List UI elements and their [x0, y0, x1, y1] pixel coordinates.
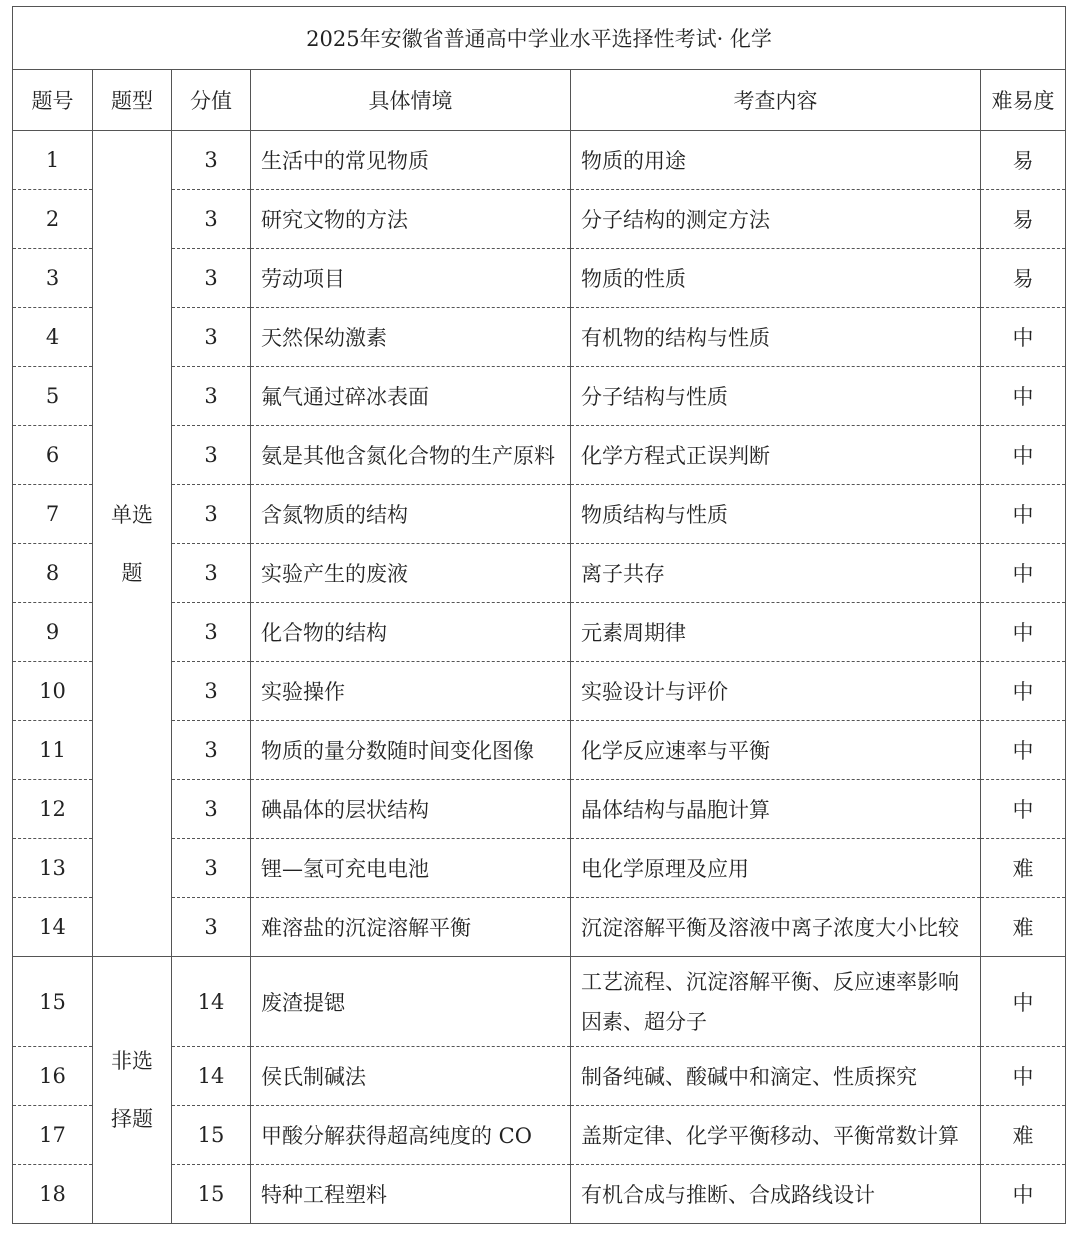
score: 14 [172, 1047, 251, 1106]
context: 甲酸分解获得超高纯度的 CO [251, 1106, 571, 1165]
context: 碘晶体的层状结构 [251, 780, 571, 839]
difficulty: 难 [981, 898, 1066, 957]
context: 研究文物的方法 [251, 190, 571, 249]
difficulty: 中 [981, 367, 1066, 426]
question-number: 3 [13, 249, 93, 308]
header-number: 题号 [13, 70, 93, 131]
header-topic: 考查内容 [571, 70, 981, 131]
score: 3 [172, 485, 251, 544]
question-number: 16 [13, 1047, 93, 1106]
question-type-cell [93, 957, 172, 1224]
table-title: 2025年安徽省普通高中学业水平选择性考试· 化学 [13, 7, 1066, 70]
score: 3 [172, 426, 251, 485]
topic: 有机合成与推断、合成路线设计 [571, 1165, 981, 1224]
score: 3 [172, 544, 251, 603]
context: 实验操作 [251, 662, 571, 721]
score: 3 [172, 367, 251, 426]
difficulty: 中 [981, 780, 1066, 839]
context: 化合物的结构 [251, 603, 571, 662]
context: 特种工程塑料 [251, 1165, 571, 1224]
header-type: 题型 [93, 70, 172, 131]
question-type-cell [93, 131, 172, 957]
table-row [13, 131, 1066, 190]
topic: 物质结构与性质 [571, 485, 981, 544]
topic: 实验设计与评价 [571, 662, 981, 721]
difficulty: 中 [981, 308, 1066, 367]
difficulty: 中 [981, 485, 1066, 544]
header-row [13, 70, 1066, 131]
context: 氨是其他含氮化合物的生产原料 [251, 426, 571, 485]
topic: 元素周期律 [571, 603, 981, 662]
exam-analysis-table [12, 6, 1066, 1224]
topic: 沉淀溶解平衡及溶液中离子浓度大小比较 [571, 898, 981, 957]
topic: 工艺流程、沉淀溶解平衡、反应速率影响因素、超分子 [571, 957, 981, 1047]
topic: 电化学原理及应用 [571, 839, 981, 898]
topic: 分子结构的测定方法 [571, 190, 981, 249]
question-number: 1 [13, 131, 93, 190]
context: 废渣提锶 [251, 957, 571, 1047]
difficulty: 易 [981, 131, 1066, 190]
score: 3 [172, 780, 251, 839]
score: 3 [172, 662, 251, 721]
topic: 晶体结构与晶胞计算 [571, 780, 981, 839]
score: 3 [172, 603, 251, 662]
context: 氟气通过碎冰表面 [251, 367, 571, 426]
topic: 化学反应速率与平衡 [571, 721, 981, 780]
header-context: 具体情境 [251, 70, 571, 131]
context: 侯氏制碱法 [251, 1047, 571, 1106]
difficulty: 易 [981, 249, 1066, 308]
question-number: 14 [13, 898, 93, 957]
question-number: 15 [13, 957, 93, 1047]
difficulty: 中 [981, 544, 1066, 603]
question-type-line: 择题 [111, 1107, 153, 1131]
context: 生活中的常见物质 [251, 131, 571, 190]
question-number: 9 [13, 603, 93, 662]
header-score: 分值 [172, 70, 251, 131]
score: 3 [172, 839, 251, 898]
difficulty: 难 [981, 839, 1066, 898]
context: 含氮物质的结构 [251, 485, 571, 544]
context: 难溶盐的沉淀溶解平衡 [251, 898, 571, 957]
difficulty: 中 [981, 426, 1066, 485]
table-row [13, 957, 1066, 1047]
question-number: 5 [13, 367, 93, 426]
question-type-line: 非选 [111, 1049, 153, 1073]
topic: 化学方程式正误判断 [571, 426, 981, 485]
header-difficulty: 难易度 [981, 70, 1066, 131]
topic: 物质的性质 [571, 249, 981, 308]
difficulty: 中 [981, 603, 1066, 662]
question-number: 11 [13, 721, 93, 780]
context: 实验产生的废液 [251, 544, 571, 603]
difficulty: 中 [981, 721, 1066, 780]
score: 3 [172, 190, 251, 249]
score: 3 [172, 249, 251, 308]
question-number: 12 [13, 780, 93, 839]
difficulty: 难 [981, 1106, 1066, 1165]
difficulty: 中 [981, 957, 1066, 1047]
context: 物质的量分数随时间变化图像 [251, 721, 571, 780]
score: 3 [172, 898, 251, 957]
context: 天然保幼激素 [251, 308, 571, 367]
topic: 制备纯碱、酸碱中和滴定、性质探究 [571, 1047, 981, 1106]
context: 劳动项目 [251, 249, 571, 308]
topic: 有机物的结构与性质 [571, 308, 981, 367]
difficulty: 中 [981, 1165, 1066, 1224]
question-number: 6 [13, 426, 93, 485]
score: 3 [172, 721, 251, 780]
question-number: 13 [13, 839, 93, 898]
question-number: 18 [13, 1165, 93, 1224]
question-number: 10 [13, 662, 93, 721]
question-number: 4 [13, 308, 93, 367]
score: 15 [172, 1106, 251, 1165]
topic: 分子结构与性质 [571, 367, 981, 426]
score: 14 [172, 957, 251, 1047]
context: 锂—氢可充电电池 [251, 839, 571, 898]
topic: 物质的用途 [571, 131, 981, 190]
score: 3 [172, 131, 251, 190]
question-type-line: 题 [121, 560, 143, 585]
score: 15 [172, 1165, 251, 1224]
question-number: 7 [13, 485, 93, 544]
difficulty: 中 [981, 1047, 1066, 1106]
score: 3 [172, 308, 251, 367]
topic: 盖斯定律、化学平衡移动、平衡常数计算 [571, 1106, 981, 1165]
question-number: 8 [13, 544, 93, 603]
difficulty: 易 [981, 190, 1066, 249]
topic: 离子共存 [571, 544, 981, 603]
question-number: 17 [13, 1106, 93, 1165]
difficulty: 中 [981, 662, 1066, 721]
question-type-line: 单选 [111, 502, 153, 527]
question-number: 2 [13, 190, 93, 249]
